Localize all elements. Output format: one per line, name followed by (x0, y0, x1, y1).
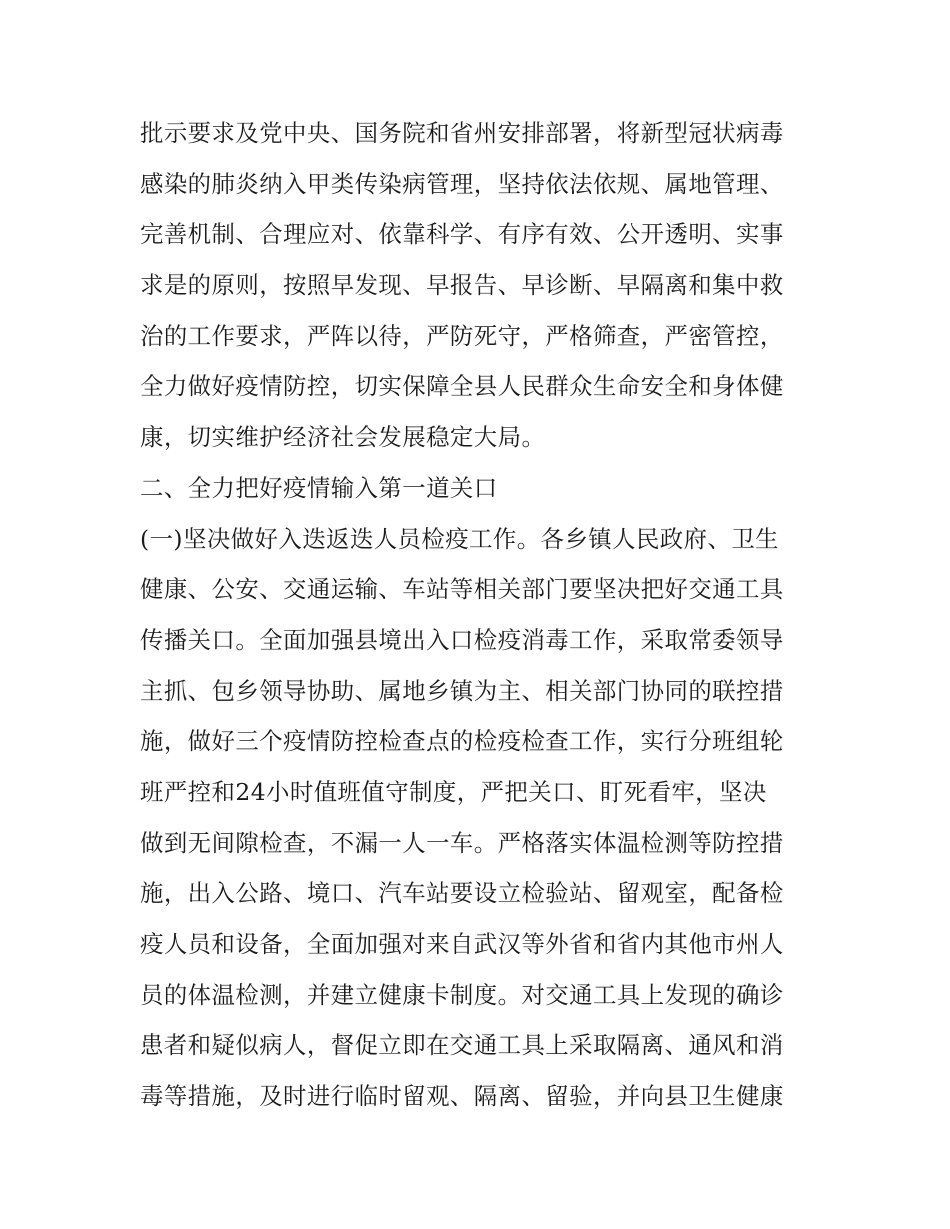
section-heading: 二、全力把好疫情输入第一道关口 (140, 473, 498, 502)
text-line: (一)坚决做好入迭返迭人员检疫工作。各乡镇人民政府、卫生 (140, 524, 780, 553)
text-line: 主抓、包乡领导协助、属地乡镇为主、相关部门协同的联控措 (140, 676, 784, 705)
text-line: 健康、公安、交通运输、车站等相关部门要坚决把好交通工具 (140, 575, 784, 604)
text-line: 施，做好三个疫情防控检查点的检疫检查工作，实行分班组轮 (140, 727, 784, 756)
document-body (140, 108, 820, 1122)
text-line: 员的体温检测，并建立健康卡制度。对交通工具上发现的确诊 (140, 980, 784, 1009)
text-line: 做到无间隙检查，不漏一人一车。严格落实体温检测等防控措 (140, 828, 784, 857)
text-line: 班严控和24小时值班值守制度，严把关口、盯死看牢，坚决 (140, 777, 767, 806)
text-line: 疫人员和设备，全面加强对来自武汉等外省和省内其他市州人 (140, 930, 784, 958)
text-line: 求是的原则，按照早发现、早报告、早诊断、早隔离和集中救 (140, 271, 784, 300)
text-line: 毒等措施，及时进行临时留观、隔离、留验，并向县卫生健康 (140, 1082, 784, 1111)
text-line: 治的工作要求，严阵以待，严防死守，严格筛查，严密管控， (140, 321, 784, 350)
text-line: 施，出入公路、境口、汽车站要设立检验站、留观室，配备检 (140, 879, 784, 908)
text-line: 全力做好疫情防控，切实保障全县人民群众生命安全和身体健 (140, 372, 784, 401)
text-line: 批示要求及党中央、国务院和省州安排部署，将新型冠状病毒 (140, 119, 784, 147)
text-line: 患者和疑似病人，督促立即在交通工具上采取隔离、通风和消 (140, 1031, 784, 1060)
text-line: 完善机制、合理应对、依靠科学、有序有效、公开透明、实事 (140, 220, 784, 249)
text-line: 康，切实维护经济社会发展稳定大局。 (140, 423, 546, 452)
text-line: 感染的肺炎纳入甲类传染病管理，坚持依法依规、属地管理、 (140, 169, 784, 198)
text-line: 传播关口。全面加强县境出入口检疫消毒工作，采取常委领导 (140, 625, 784, 654)
